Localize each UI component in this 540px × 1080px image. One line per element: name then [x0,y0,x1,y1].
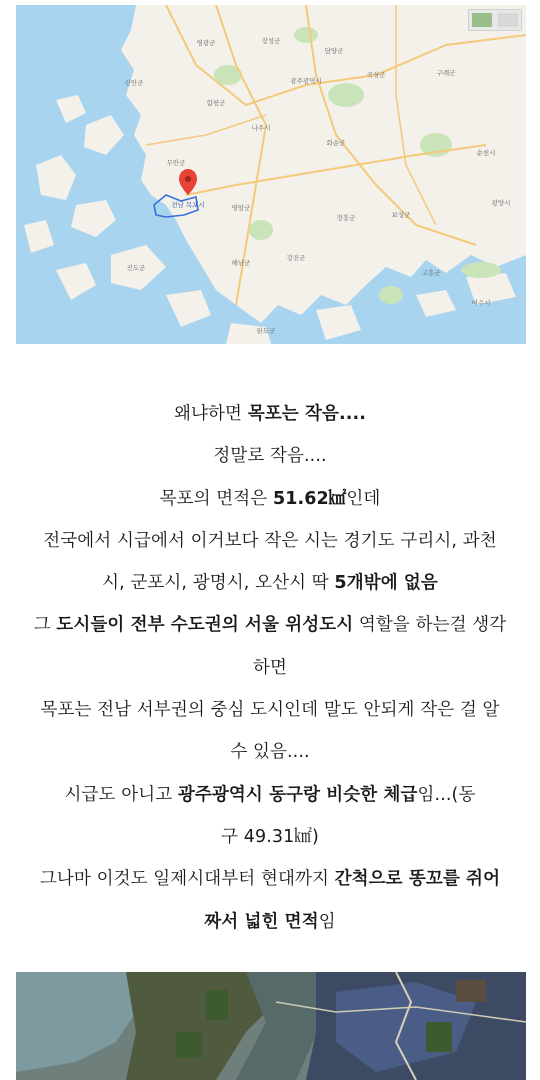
text: 그 [33,615,57,636]
paragraph [0,731,540,773]
map-label: 순천시 [476,149,496,157]
map-label: 신안군 [124,79,144,87]
map-label: 장흥군 [336,214,356,222]
text: 구 49.31㎢) [221,826,319,847]
paragraph [0,393,540,435]
paragraph [0,774,540,816]
paragraph [0,604,540,646]
emphasis: 5개밖에 없음 [334,573,438,594]
map-label: 보성군 [391,211,411,219]
map-label: 영암군 [231,204,251,212]
paragraph [0,562,540,604]
text: 왜냐하면 [174,404,248,424]
map-label: 나주시 [251,124,271,132]
text: 역할을 하는걸 생각 [353,615,507,636]
text: 하면 [252,657,287,678]
map-label: 무안군 [166,159,186,167]
emphasis: 51.62㎢ [272,488,347,509]
map-layer-thumbnail [498,13,518,27]
text: 임...(동 [417,784,476,805]
map-label: 강진군 [286,254,306,262]
map-label: 광양시 [491,199,511,207]
text: 시급도 아니고 [64,784,178,805]
paragraph [0,478,540,520]
map-label: 화순군 [326,139,346,147]
map-label: 광주광역시 [290,77,322,85]
region-map [16,5,526,344]
paragraph [0,858,540,900]
map-label: 구례군 [436,69,456,77]
satellite-image [16,972,526,1080]
map-layer-toggle[interactable] [468,9,522,31]
satellite-graphic [16,972,526,1080]
text: 목포의 면적은 [159,488,273,509]
map-label: 함평군 [206,99,226,107]
text: 수 있음.... [230,742,310,763]
paragraph [0,520,540,562]
paragraph [0,647,540,689]
map-layer-thumbnail [472,13,492,27]
emphasis: 광주광역시 동구랑 비슷한 체급 [177,784,418,805]
map-label: 완도군 [256,327,276,335]
emphasis: 간척으로 똥꼬를 쥐어 [334,869,501,890]
article-body [0,393,540,943]
paragraph [0,435,540,477]
map-label: 장성군 [261,37,281,45]
text: 인데 [346,488,381,509]
text: 정말로 작음.... [213,446,327,467]
paragraph [0,816,540,858]
text: 그나마 이것도 일제시대부터 현대까지 [39,869,335,890]
paragraph [0,901,540,943]
text: 시, 군포시, 광명시, 오산시 딱 [102,573,335,594]
text: 목포는 전남 서부권의 중심 도시인데 말도 안되게 작은 걸 알 [40,700,500,721]
map-label: 여수시 [471,299,491,307]
paragraph [0,689,540,731]
emphasis: 도시들이 전부 수도권의 서울 위성도시 [56,615,354,636]
map-label: 담양군 [324,47,344,55]
pin-label: 전남 목포시 [171,201,205,209]
text: 전국에서 시급에서 이거보다 작은 시는 경기도 구리시, 과천 [43,530,497,551]
map-label: 고흥군 [421,269,441,277]
map-graphic [16,5,526,344]
emphasis: 짜서 넓힌 면적 [204,911,319,932]
map-label: 해남군 [231,259,251,267]
map-label: 진도군 [126,264,146,272]
map-label: 영광군 [196,39,216,47]
emphasis: 목포는 작음.... [247,404,366,424]
map-label: 곡성군 [366,71,386,79]
text: 임 [318,911,336,932]
